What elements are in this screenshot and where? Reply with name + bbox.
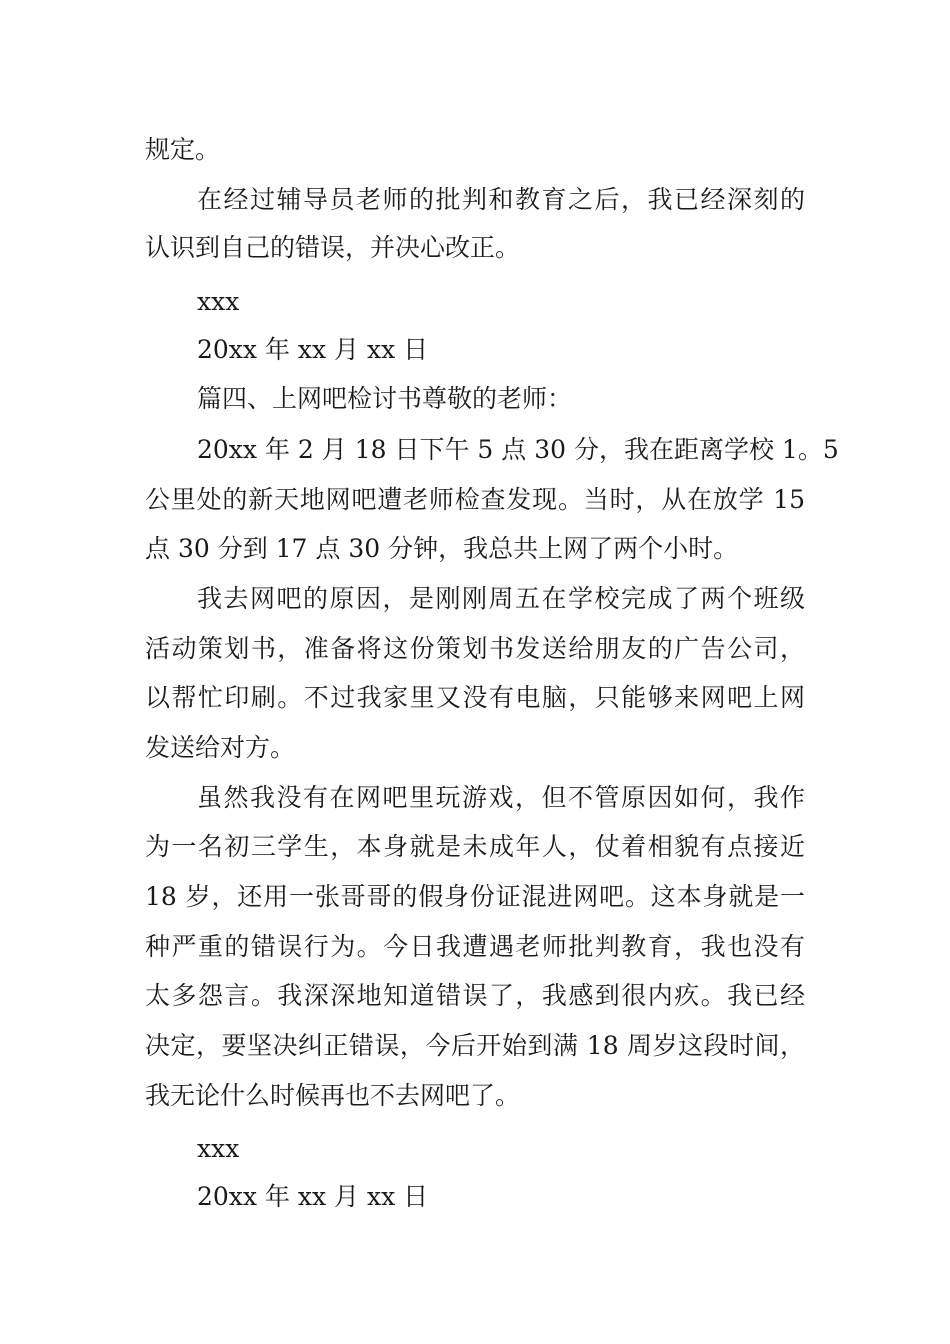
signature-name: xxx [197, 1134, 240, 1163]
text-line: 点 30 分到 17 点 30 分钟，我总共上网了两个小时。 [145, 534, 739, 563]
text-line: 公里处的新天地网吧遭老师检查发现。当时，从在放学 15 [145, 485, 805, 514]
signature-name: xxx [197, 287, 240, 316]
text-line: 我去网吧的原因，是刚刚周五在学校完成了两个班级 [197, 584, 805, 613]
text-line: 20xx 年 2 月 18 日下午 5 点 30 分，我在距离学校 1。5 [197, 435, 839, 464]
signature-date: 20xx 年 xx 月 xx 日 [197, 335, 429, 364]
text-line: 虽然我没有在网吧里玩游戏，但不管原因如何，我作 [197, 783, 805, 812]
text-line: 规定。 [145, 135, 221, 164]
text-line: 以帮忙印刷。不过我家里又没有电脑，只能够来网吧上网 [145, 683, 805, 712]
text-line: 在经过辅导员老师的批判和教育之后，我已经深刻的 [197, 185, 805, 214]
text-line: 活动策划书，准备将这份策划书发送给朋友的广告公司， [145, 634, 805, 663]
text-line: 我无论什么时候再也不去网吧了。 [145, 1081, 521, 1110]
section-heading: 篇四、上网吧检讨书尊敬的老师： [197, 384, 573, 413]
text-line: 18 岁，还用一张哥哥的假身份证混进网吧。这本身就是一 [145, 882, 805, 911]
text-line: 认识到自己的错误，并决心改正。 [145, 233, 521, 262]
text-line: 种严重的错误行为。今日我遭遇老师批判教育，我也没有 [145, 932, 805, 961]
signature-date: 20xx 年 xx 月 xx 日 [197, 1182, 429, 1211]
text-line: 决定，要坚决纠正错误，今后开始到满 18 周岁这段时间， [145, 1031, 805, 1060]
text-line: 为一名初三学生，本身就是未成年人，仗着相貌有点接近 [145, 832, 805, 861]
text-line: 太多怨言。我深深地知道错误了，我感到很内疚。我已经 [145, 981, 805, 1010]
text-line: 发送给对方。 [145, 733, 296, 762]
